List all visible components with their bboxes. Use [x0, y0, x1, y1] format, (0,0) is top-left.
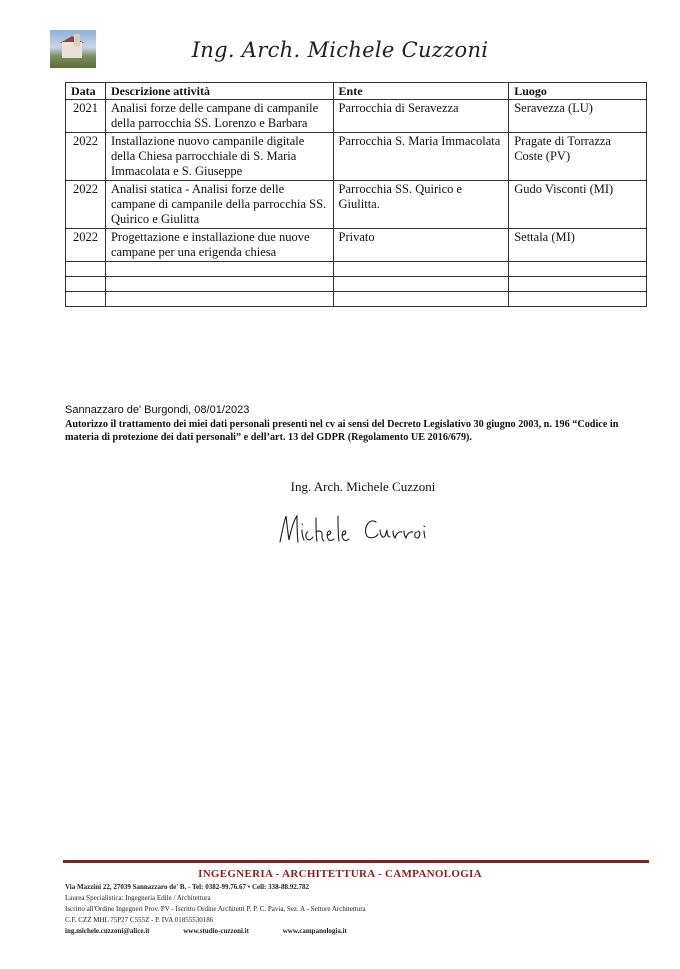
row-entity: Parrocchia S. Maria Immacolata: [333, 133, 509, 181]
footer-website2-link[interactable]: www.campanologia.it: [282, 927, 347, 935]
row-place: Seravezza (LU): [509, 100, 647, 133]
footer-registration: Iscritto all'Ordine Ingegneri Prov. PV - Iscritto Ordine Architetti P. P. C. Pavia, Sez. A - Settore Architettura: [65, 905, 366, 913]
footer-website-link[interactable]: www.studio-cuzzoni.it: [183, 927, 249, 935]
footer-links: [65, 926, 625, 937]
place-and-date: Sannazzaro de' Burgondi, 08/01/2023: [65, 404, 250, 416]
header-entity: Ente: [333, 83, 509, 100]
table-row: [66, 181, 647, 229]
row-entity: Parrocchia di Seravezza: [333, 100, 509, 133]
row-entity: Parrocchia SS. Quirico e Giulitta.: [333, 181, 509, 229]
table-row: [66, 100, 647, 133]
row-place: Pragate di Torrazza Coste (PV): [509, 133, 647, 181]
letterhead-title: Ing. Arch. Michele Cuzzoni: [191, 38, 489, 62]
footer-address: Via Mazzini 22, 27039 Sannazzaro de' B. - Tel: 0382-99.76.67 • Cell: 338-88.92.782: [65, 883, 309, 891]
row-entity: Privato: [333, 229, 509, 262]
table-row: [66, 229, 647, 262]
row-year: 2022: [66, 133, 106, 181]
row-description: Analisi statica - Analisi forze delle campane di campanile della parrocchia SS. Quirico e Giulitta: [105, 181, 333, 229]
privacy-consent-statement: Autorizzo il trattamento dei miei dati personali presenti nel cv ai sensi del Decreto Legislativo 30 giugno 2003, n. 196 “Codice in materia di protezione dei dati personali” e dell’art. 13 del GDPR (Regolamento UE 2016/679).: [65, 419, 619, 443]
row-place: Gudo Visconti (MI): [509, 181, 647, 229]
header-place: Luogo: [509, 83, 647, 100]
row-place: Settala (MI): [509, 229, 647, 262]
row-year: 2022: [66, 229, 106, 262]
footer-tax-info: C.F. CZZ MHL 75P27 C555Z - P. IVA 01855530186: [65, 916, 214, 924]
row-description: Installazione nuovo campanile digitale della Chiesa parrocchiale di S. Maria Immacolata e S. Giuseppe: [105, 133, 333, 181]
header-description: Descrizione attività: [105, 83, 333, 100]
footer-contact-block: [65, 882, 625, 937]
table-header-row: [66, 83, 647, 100]
empty-table-row: [66, 292, 647, 307]
footer-rule: [63, 860, 649, 863]
footer-heading: INGEGNERIA - ARCHITETTURA - CAMPANOLOGIA: [198, 868, 482, 880]
row-description: Analisi forze delle campane di campanile della parrocchia SS. Lorenzo e Barbara: [105, 100, 333, 133]
row-year: 2022: [66, 181, 106, 229]
footer-degree: Laurea Specialistica: Ingegneria Edile / Architettura: [65, 894, 211, 902]
handwritten-signature: [272, 504, 442, 554]
signer-name: Ing. Arch. Michele Cuzzoni: [290, 479, 436, 494]
table-row: [66, 133, 647, 181]
empty-table-row: [66, 262, 647, 277]
row-description: Progettazione e installazione due nuove campane per una erigenda chiesa: [105, 229, 333, 262]
activities-table: [65, 82, 647, 307]
row-year: 2021: [66, 100, 106, 133]
empty-table-row: [66, 277, 647, 292]
header-date: Data: [66, 83, 106, 100]
footer-email-link[interactable]: ing.michele.cuzzoni@alice.it: [65, 927, 150, 935]
